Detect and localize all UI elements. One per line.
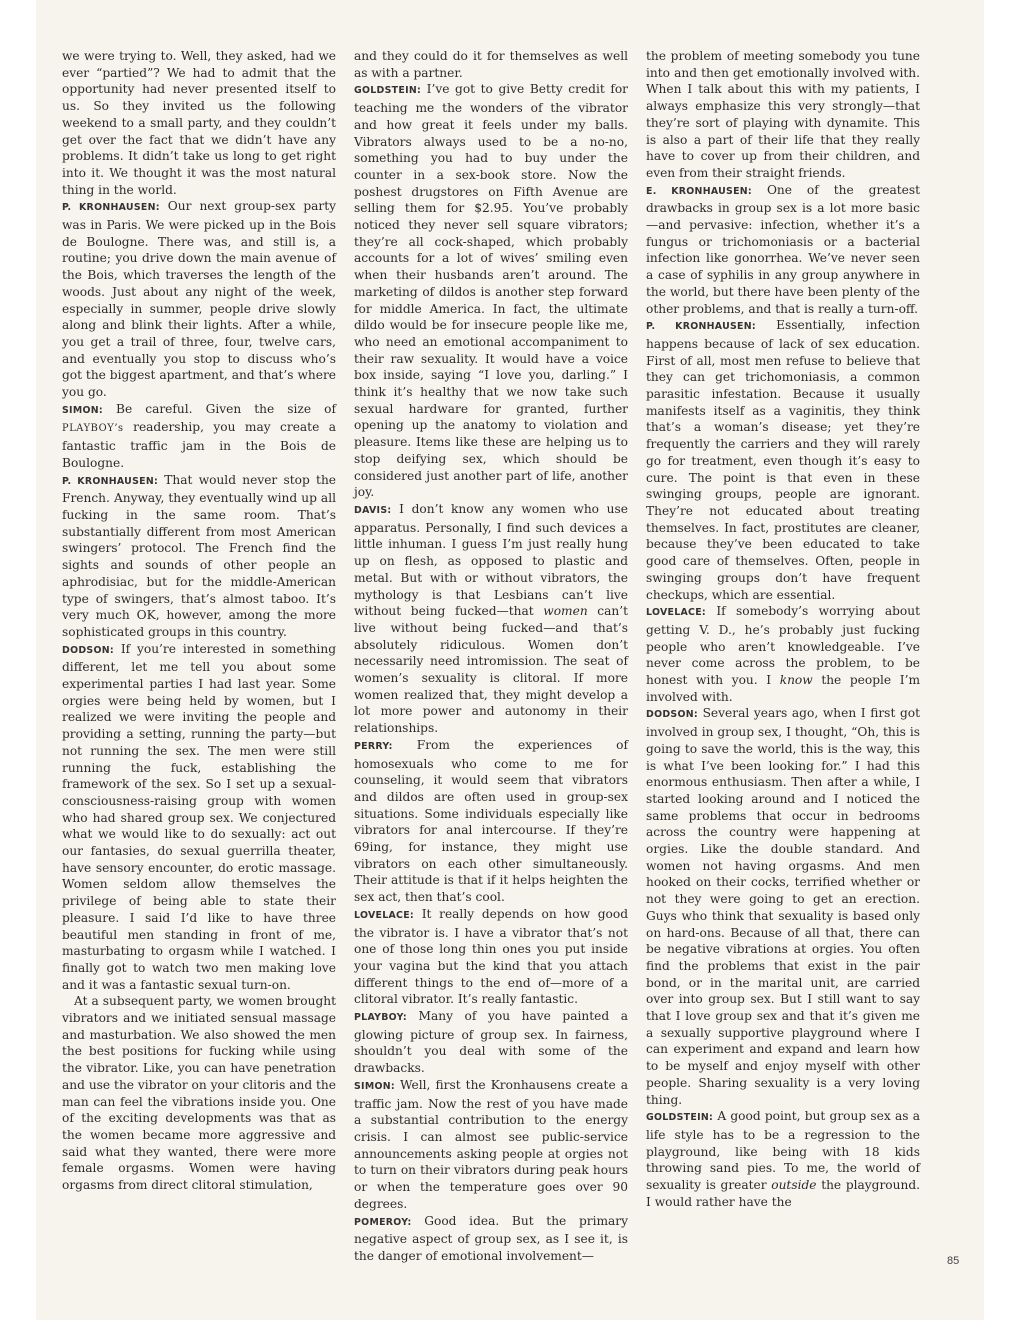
paragraph (354, 1213, 628, 1265)
paragraph (354, 1077, 628, 1213)
paragraph-text: It really depends on how good the vibrator is. I have a vibrator that’s not one of those long thin ones you put inside your vagina but the kind that you attach different things to the end of—more of a clitoral vibrator. It’s really fantastic. (354, 906, 628, 1007)
paragraph (62, 198, 336, 400)
speaker-label: GOLDSTEIN: (646, 1112, 714, 1124)
emphasis-text: outside (771, 1178, 817, 1193)
page-number: 85 (947, 1255, 960, 1267)
speaker-label: LOVELACE: (354, 909, 414, 921)
magazine-name: PLAYBOY’s (62, 423, 124, 435)
paragraph-text: Several years ago, when I first got involved in group sex, I thought, “Oh, this is going to save the world, this is the way, this is what I’ve been looking for.” I had this enormous enthusiasm. Then after a while, I started looking around and I noticed the same problems that occur in bedrooms across the country were happening at orgies. Like the double standard. And women not having orgasms. And men hooked on their cocks, terrified whether or not they were going to get an erection. Guys who think that sexuality is based only on hard-ons. Because of all that, there can be negative vibrations at orgies. You often find the problems that exist in the pair bond, or in the marital unit, are carried over into group sex. But I still want to say that I love group sex and that it’s given me a sexually supportive playground where I can experiment and expand and learn how to be myself and enjoy myself with other people. Sharing sexuality is a very loving thing. (646, 706, 920, 1107)
paragraph-text: If you’re interested in something different, let me tell you about some experimental parties I had last year. Some orgies were being held by women, but I realized we were inviting the people and providing a setting, running the party—but not running the sex. The men were still running the fuck, establishing the framework of the sex. So I set up a sexual-consciousness-raising group with women who had shared group sex. We conjectured what we would like to do sexually: act out our fantasies, do sexual guerrilla theater, have sensory encounter, do erotic massage. Women seldom allow themselves the privilege of being able to state their pleasure. I said I’d like to have three beautiful men standing in front of me, masturbating to orgasm while I watched. I finally got to watch two men making love and it was a fantastic sexual turn-on. (62, 641, 336, 992)
speaker-label: GOLDSTEIN: (354, 85, 422, 97)
paragraph (646, 705, 920, 1108)
paragraph-text: If somebody’s worrying about getting V. D., he’s probably just fucking people who aren’t knowledgeable. I’ve never come across the problem, to be honest with you. I (646, 604, 920, 688)
paragraph (62, 48, 336, 198)
speaker-label: PLAYBOY: (354, 1012, 407, 1024)
speaker-label: SIMON: (62, 404, 103, 416)
paragraph-text: A good point, but group sex as a life style has to be a regression to the playground, like being with 18 kids throwing sand pies. To me, the world of sexuality is greater (646, 1109, 921, 1193)
speaker-label: E. KRONHAUSEN: (646, 185, 752, 197)
emphasis-text: know (779, 673, 813, 688)
paragraph-text: Our next group-sex party was in Paris. We were picked up in the Bois de Boulogne. There was, and still is, a routine; you drive down the main avenue of the Bois, which traverses the length of the woods. Just about any night of the week, especially in summer, people drive slowly along and blink their lights. After a while, you get a trail of three, four, twelve cars, and eventually you stop to discuss who’s got the biggest apartment, and that’s where you go. (62, 199, 337, 400)
paragraph (646, 48, 920, 182)
speaker-label: P. KRONHAUSEN: (646, 321, 756, 333)
paragraph-text: can’t live without being fucked—and that’s absolutely ridiculous. Women don’t necessarily need intromission. The seat of women’s sexuality is clitoral. If more women realized that, they might develop a lot more power and autonomy in their relationships. (354, 604, 629, 736)
paragraph (646, 603, 920, 705)
paragraph (62, 641, 336, 994)
paragraph (354, 1008, 628, 1077)
speaker-label: PERRY: (354, 740, 393, 752)
paragraph-text: That would never stop the French. Anyway, they eventually wind up all fucking in the same room. That’s substantially different from most American swingers’ protocol. The French find the sights and sounds of other people an aphrodisiac, but for the middle-American type of swingers, that’s almost taboo. It’s very much OK, however, among the more sophisticated groups in this country. (62, 472, 336, 639)
paragraph-text: Many of you have painted a glowing picture of group sex. In fairness, shouldn’t you deal with some of the drawbacks. (354, 1009, 629, 1076)
paragraph-text: the problem of meeting somebody you tune into and then get emotionally involved with. When I talk about this with my patients, I always emphasize this very strongly—that they’re sort of playing with dynamite. This is also a part of their life that they really have to cover up from their children, and even from their straight friends. (646, 49, 920, 180)
paragraph-text: At a subsequent party, we women brought vibrators and we initiated sensual massage and masturbation. We also showed the men the best positions for fucking while using the vibrator. Like, you can have penetration and use the vibrator on your clitoris and the man can feel the vibrations inside you. One of the exciting developments was that as the women became more aggressive and said what they wanted, there were more female orgasms. Women were having orgasms from direct clitoral stimulation, (62, 994, 336, 1193)
paragraph (646, 317, 920, 603)
text-column-left (62, 48, 336, 1194)
speaker-label: POMEROY: (354, 1216, 412, 1228)
paragraph (646, 182, 920, 318)
paragraph-text: Essentially, infection happens because of lack of sex education. First of all, most men refuse to believe that they can get trichomoniasis, a common parasitic infestation. Because it usually manifests itself as a vaginitis, they think that’s a woman’s disease; yet they’re frequently the carriers and they will rarely go for treatment, even though it’s easy to cure. The point is that even in these swinging groups, people are ignorant. They’re not educated about treating themselves. In fact, prostitutes are cleaner, because they’ve been educated to take good care of themselves. Often, people in swinging groups don’t have frequent checkups, which are essential. (646, 318, 920, 602)
paragraph-text: the people I’m involved with. (646, 673, 920, 704)
paragraph (62, 472, 336, 641)
paragraph (354, 48, 628, 81)
paragraph (354, 737, 628, 906)
paragraph-text: I don’t know any women who use apparatus. Personally, I find such devices a little inhuman. I guess I’m just really hung up on flesh, as opposed to plastic and metal. But with or without vibrators, the mythology is that Lesbians can’t live without being fucked—that (354, 501, 628, 619)
paragraph-text: Well, first the Kronhausens create a traffic jam. Now the rest of you have made a substantial contribution to the energy crisis. I can almost see public-service announcements asking people at orgies not to turn on their vibrators during peak hours or when the temperature goes over 90 degrees. (354, 1077, 629, 1211)
speaker-label: DODSON: (62, 644, 114, 656)
paragraph (62, 993, 336, 1193)
paragraph-text: readership, you may create a fantastic traffic jam in the Bois de Boulogne. (62, 420, 337, 470)
paragraph-text: From the experiences of homosexuals who come to me for counseling, it would seem that vibrators and dildos are often used in group-sex situations. Some individuals especially like vibrators for anal intercourse. If they’re 69ing, for instance, they might use vibrators on each other simultaneously. Their attitude is that if it helps heighten the sex act, then that’s cool. (354, 737, 628, 905)
paragraph-text: I’ve got to give Betty credit for teaching me the wonders of the vibrator and how great it feels under my balls. Vibrators always used to be a no-no, something you had to buy under the counter in a sex-book store. Now the poshest drugstores on Fifth Avenue are selling them for $2.95. You’ve probably noticed they never sell square vibrators; they’re all cock-shaped, which probably accounts for a lot of wives’ smiling even when their husbands aren’t around. The marketing of dildos is another step forward for middle America. In fact, the ultimate dildo would be for insecure people like me, who need an emotional accompaniment to their raw sexuality. It would have a voice box inside, saying “I love you, darling.” I think it’s healthy that we now take such sexual hardware for granted, further opening up the anatomy to violation and pleasure. Items like these are helping us to stop deifying sex, which should be considered just another part of life, another joy. (354, 82, 628, 500)
paragraph (62, 401, 336, 472)
paragraph (646, 1108, 920, 1210)
speaker-label: DODSON: (646, 709, 698, 721)
speaker-label: P. KRONHAUSEN: (62, 475, 159, 487)
paragraph-text: Good idea. But the primary negative aspect of group sex, as I see it, is the danger of emotional involvement— (354, 1213, 629, 1263)
emphasis-text: women (543, 604, 588, 619)
text-column-right (646, 48, 920, 1211)
speaker-label: LOVELACE: (646, 607, 706, 619)
paragraph (354, 906, 628, 1008)
speaker-label: P. KRONHAUSEN: (62, 202, 160, 214)
paragraph-text: One of the greatest drawbacks in group sex is a lot more basic—and pervasive: infection, whether it’s a fungus or trichomoniasis or a bacterial infection like gonorrhea. We’ve never seen a case of syphilis in any group anywhere in the world, but there have been plenty of the other problems, and that is really a turn-off. (646, 182, 921, 316)
paragraph-text: and they could do it for themselves as well as with a partner. (354, 49, 628, 80)
magazine-page (36, 0, 984, 1320)
paragraph (354, 501, 628, 737)
paragraph (354, 81, 628, 501)
paragraph-text: we were trying to. Well, they asked, had we ever “partied”? We had to admit that the opportunity had never presented itself to us. So they invited us the following weekend to a small party, and they couldn’t get over the fact that we didn’t have any problems. It didn’t take us long to get right into it. We thought it was the most natural thing in the world. (62, 49, 336, 197)
paragraph-text: Be careful. Given the size of (116, 401, 336, 416)
speaker-label: DAVIS: (354, 504, 392, 516)
text-column-middle (354, 48, 628, 1265)
paragraph-text: the playground. I would rather have the (646, 1178, 921, 1209)
speaker-label: SIMON: (354, 1080, 395, 1092)
